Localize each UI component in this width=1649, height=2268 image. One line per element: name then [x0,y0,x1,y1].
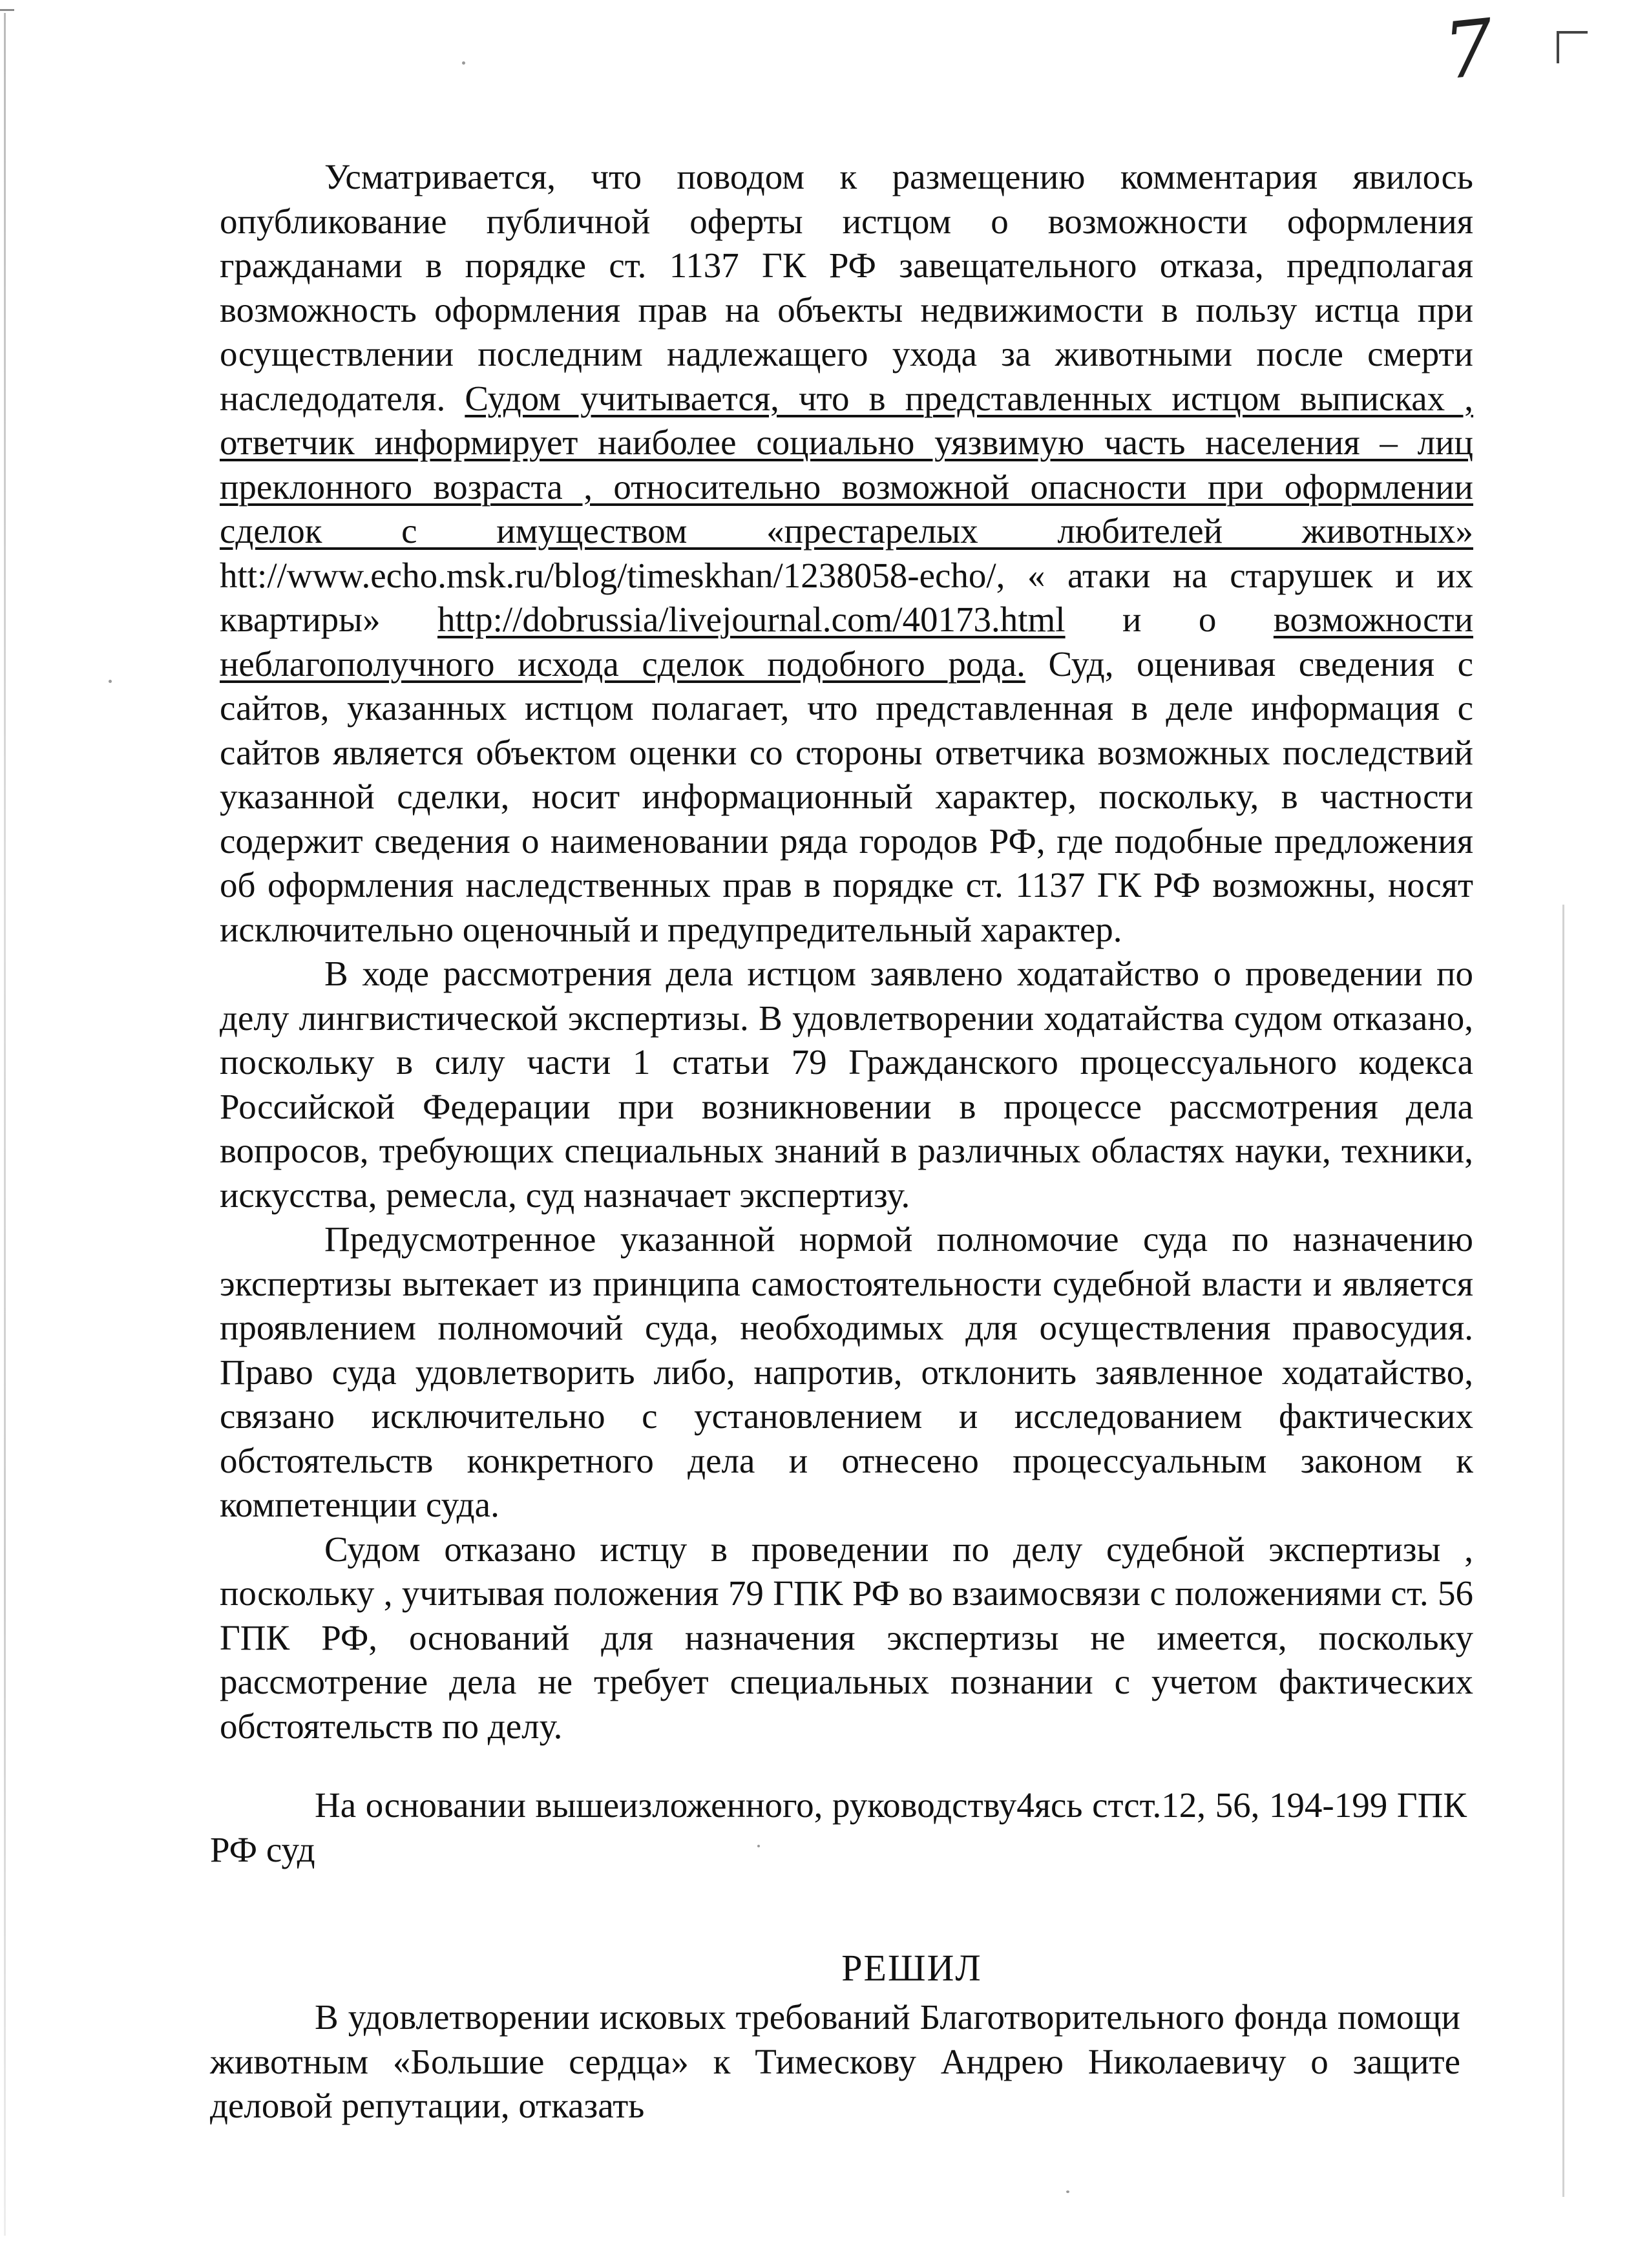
body-text-basis [210,1783,1467,1872]
underlined-passage: Судом учитывается, что в представленных истцом выписках , ответчик информирует наиболее социально уязвимую часть населения – лиц преклонного возраста , относительно возможной опасности при оформлении сделок с имуществом «престарелых любителей животных» [220,378,1474,551]
scan-edge-left [4,13,6,2236]
paragraph-motion: В ходе рассмотрения дела истцом заявлено ходатайство о проведении по делу лингвистической экспертизы. В удовлетворении ходатайства судом отказано, поскольку в силу части 1 статьи 79 Гражданского процессуального кодекса Российской Федерации при возникновении в процессе рассмотрения дела вопросов, требующих специальных знаний в различных областях науки, техники, искусства, ремесла, суд назначает экспертизу. [220,954,1473,1215]
scan-speck [1066,2190,1069,2193]
body-text-decision [210,1995,1460,2128]
scan-edge-right [1562,905,1564,2197]
decision-heading: РЕШИЛ [841,1947,982,1989]
paragraph-facts [220,155,1473,952]
scan-edge-mark [0,9,14,11]
scan-speck [462,61,465,65]
cited-link-echo: htt://www.echo.msk.ru/blog/timeskhan/1238058-echo/, « атаки на старушек и их квартиры» [220,555,1473,639]
paragraph-facts-intro: Усматривается, что поводом к размещению комментария явилось опубликование публичной оферты истцом о возможности оформления гражданами в порядке ст. 1137 ГК РФ завещательного отказа, предполагая возможность оформления прав на объекты недвижимости в пользу истца при осуществлении последним надлежащего ухода за животными после смерти наследодателя. [220,157,1473,418]
cited-link-dobrussia: http://dobrussia/livejournal.com/40173.html [437,600,1066,639]
body-text-upper [220,155,1473,1748]
conjunction-text: и о [1122,600,1217,639]
paragraph-decision: В удовлетворении исковых требований Благотворительного фонда помощи животным «Большие сердца» к Тимескову Андрею Николаевичу о защите деловой репутации, отказать [210,1997,1460,2125]
page-number: 7 [1439,3,1498,98]
scan-speck [109,680,112,683]
underlined-passage-outcome: возможности неблагополучного исхода сделок подобного рода. [220,600,1474,684]
paragraph-basis: На основании вышеизложенного, руководству4ясь стст.12, 56, 194-199 ГПК РФ суд [210,1785,1467,1869]
paragraph-facts-conclusion: Суд, оценивая сведения с сайтов, указанных истцом полагает, что представленная в деле информация с сайтов является объектом оценки со стороны ответчика возможных последствий указанной сделки, носит информационный характер, поскольку, в частности содержит сведения о наименовании ряда городов РФ, где подобные предложения об оформления наследственных прав в порядке ст. 1137 ГК РФ возможны, носят исключительно оценочный и предупредительный характер. [220,644,1474,949]
paragraph-court-powers: Предусмотренное указанной нормой полномочие суда по назначению экспертизы вытекает из принципа самостоятельности судебной власти и является проявлением полномочий суда, необходимых для осуществления правосудия. Право суда удовлетворить либо, напротив, отклонить заявленное ходатайство, связано исключительно с установлением и исследованием фактических обстоятельств конкретного дела и отнесено процессуальным законом к компетенции суда. [220,1219,1473,1524]
paragraph-expertise-refusal: Судом отказано истцу в проведении по делу судебной экспертизы , поскольку , учитывая положения 79 ГПК РФ во взаимосвязи с положениями ст. 56 ГПК РФ, оснований для назначения экспертизы не имеется, поскольку рассмотрение дела не требует специальных познании с учетом фактических обстоятельств по делу. [220,1529,1473,1746]
corner-bracket-mark [1557,31,1588,63]
